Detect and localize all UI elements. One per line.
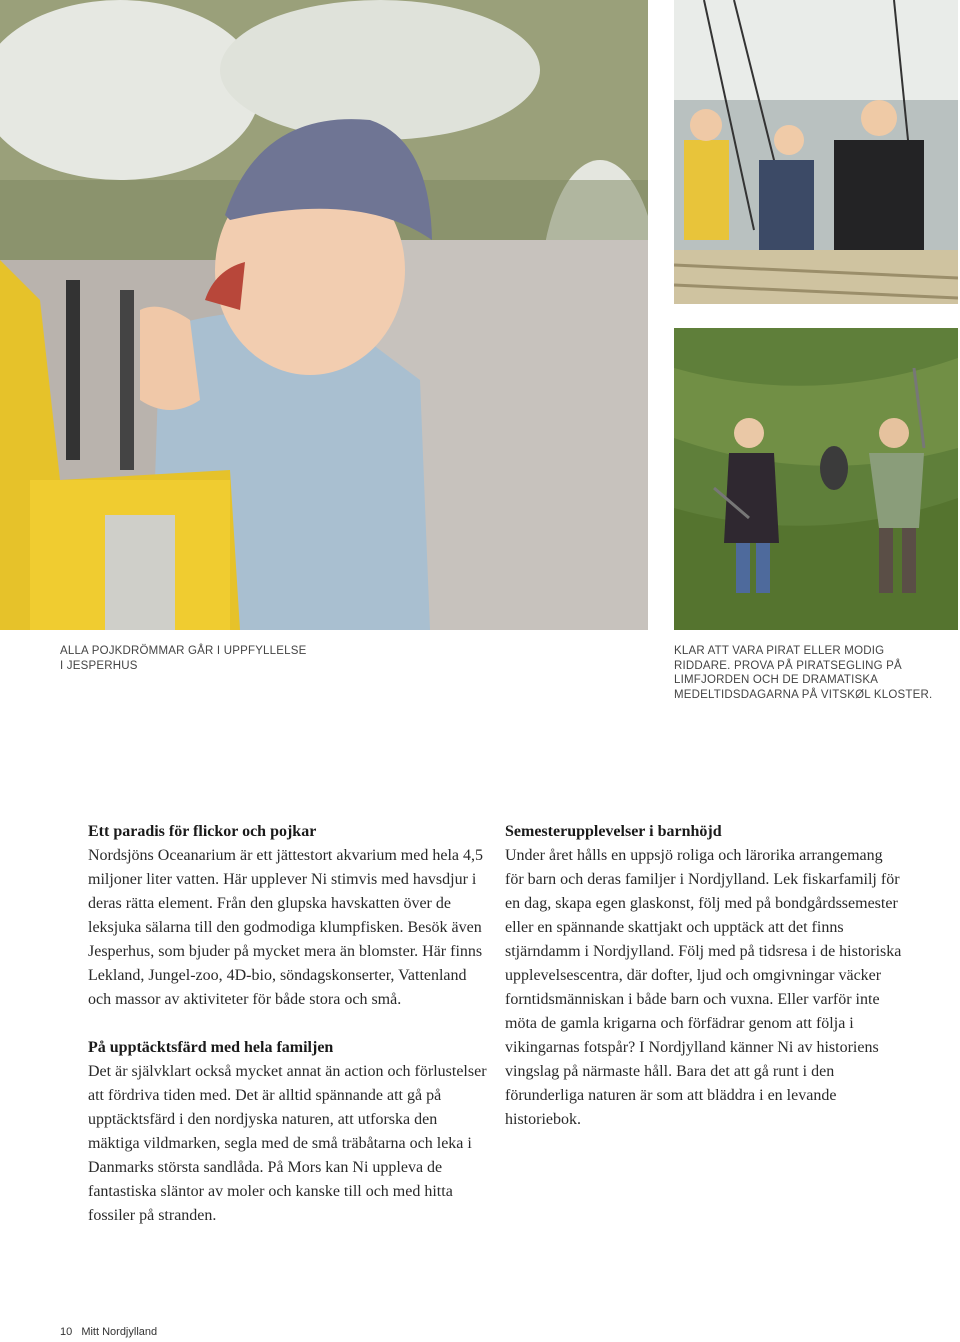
page-number: 10 <box>60 1326 73 1338</box>
section-heading-discovery: På upptäcktsfärd med hela familjen <box>88 1039 334 1056</box>
page-footer <box>60 1326 157 1338</box>
article-column-right <box>505 820 905 1132</box>
section-body-holiday: Under året hålls en uppsjö roliga och lärorika arrangemang för barn och deras familjer i Nordjylland. Lek fiskarfamilj för en dag, skapa egen glaskonst, följ med på bondgårdssemester eller en spännande skattjakt och upptäck att det finns stjärndamm i Nordjylland. Följ med på tidsresa i de historiska upplevelsescentra, där dofter, ljud och omgivningar väcker forntidsmänniskan i både barn och vuxna. Eller varför inte möta de gamla krigarna och förfädrar genom att följa i vikingarnas fotspår? I Nordjylland känner Ni av historiens vingslag på närmaste håll. Bara det att gå runt i den förunderliga naturen är som att bläddra i en levande historiebok. <box>505 847 902 1128</box>
photo-children-sword-fight <box>674 328 958 630</box>
section-body-discovery: Det är självklart också mycket annat än action och förlustelser att fördriva tiden med. Det är alltid spännande att gå på upptäcktsfärd i den nordjyska naturen, att utforska den mäktiga vildmarken, segla med de små träbåtarna och leka i Danmarks största sandlåda. På Mors kan Ni uppleva de fantastiska släntor av moler och kanske till och med hitta fossiler på stranden. <box>88 1063 487 1224</box>
photo-pirate-ship-children <box>674 0 958 304</box>
publication-name: Mitt Nordjylland <box>81 1326 158 1338</box>
photo-caption-jesperhus: ALLA POJKDRÖMMAR GÅR I UPPFYLLELSE I JESPERHUS <box>60 645 307 672</box>
section-heading-paradise: Ett paradis för flickor och pojkar <box>88 823 317 840</box>
section-body-paradise: Nordsjöns Oceanarium är ett jättestort akvarium med hela 4,5 miljoner liter vatten. Här upplever Ni stimvis med havsdjur i deras rätta element. Från den glupska havskatten över de leksjuka sälarna till den godmodiga klumpfisken. Besök även Jesperhus, som bjuder på mycket mera än blomster. Här finns Lekland, Jungel-zoo, 4D-bio, söndagskonserter, Vattenland och massor av aktiviteter för både stora och små. <box>88 847 483 1008</box>
photo-boy-excavator <box>0 0 648 630</box>
article-column-left <box>88 820 488 1228</box>
section-heading-holiday: Semesterupplevelser i barnhöjd <box>505 823 722 840</box>
photo-caption-pirate-knight: KLAR ATT VARA PIRAT ELLER MODIG RIDDARE. PROVA PÅ PIRATSEGLING PÅ LIMFJORDEN OCH DE DRAMATISKA MEDELTIDSDAGARNA PÅ VITSKØL KLOSTER. <box>674 645 933 701</box>
